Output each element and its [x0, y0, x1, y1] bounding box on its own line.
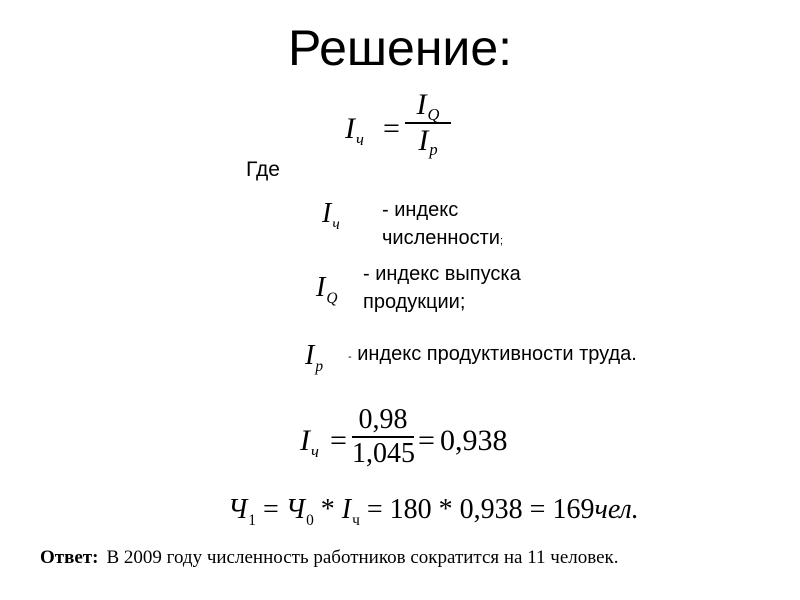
formula-main-num-symbol: I — [416, 88, 427, 121]
def1-description — [382, 196, 503, 255]
def1-symbol-sub: ч — [332, 215, 340, 233]
formula-main-fraction — [405, 88, 451, 158]
def1-symbol — [322, 198, 340, 233]
answer-label: Ответ: — [40, 547, 99, 568]
def1-text2: численности — [382, 227, 500, 249]
calc1-denominator: 1,045 — [352, 437, 415, 469]
def2-symbol-sub: Q — [326, 289, 338, 307]
def3-text1: индекс продуктивности труда. — [357, 343, 637, 365]
formula-main-equals: = — [383, 112, 400, 145]
formula-main-lhs — [345, 112, 364, 150]
page-title: Решение: — [287, 20, 513, 76]
def2-line1 — [363, 260, 521, 288]
def1-line2 — [382, 224, 503, 255]
formula-main-denominator — [405, 124, 451, 158]
def1-end: ; — [499, 235, 503, 247]
def3-symbol-sub: p — [315, 357, 324, 375]
calc1-lhs-symbol: I — [300, 424, 310, 457]
calc2-rest: = 180 * 0,938 = 169 — [366, 494, 595, 525]
answer-line — [40, 547, 619, 569]
where-label: Где — [246, 158, 280, 181]
def3-symbol — [305, 340, 324, 375]
def3-symbol-letter: I — [305, 340, 315, 371]
def2-description — [363, 260, 521, 316]
calc2-symbol-b: Ч — [285, 494, 306, 525]
def2-dash: - — [363, 263, 370, 285]
formula-main — [345, 88, 455, 178]
calc2-symbol-a: Ч — [228, 494, 248, 525]
def1-text1: индекс — [394, 199, 459, 221]
calc1-equals2: = — [418, 424, 435, 457]
formula-main-den-sub: p — [429, 140, 438, 160]
calc1-equals: = — [330, 424, 347, 457]
calc2-unit: чел. — [594, 494, 639, 525]
calc2-sub-c: ч — [352, 511, 360, 529]
def1-dash: - — [382, 199, 389, 221]
def1-line1 — [382, 196, 503, 224]
calc1-fraction — [352, 404, 414, 470]
formula-main-den-symbol: I — [418, 123, 429, 157]
def1-symbol-letter: I — [322, 198, 332, 229]
calc2-sub-a: 1 — [248, 511, 256, 529]
calc2-sub-b: 0 — [306, 511, 314, 529]
calc2-formula — [228, 492, 639, 532]
calc1-lhs — [300, 424, 319, 462]
answer-text: В 2009 году численность работников сократится на 11 человек. — [106, 547, 619, 568]
formula-main-lhs-symbol: I — [345, 112, 355, 145]
def2-symbol — [316, 272, 338, 307]
calc1-numerator: 0,98 — [358, 404, 408, 435]
calc1-formula — [300, 404, 520, 484]
calc1-lhs-sub: ч — [311, 442, 319, 462]
def3-description — [348, 343, 637, 366]
calc2-equals: = — [263, 494, 279, 525]
formula-main-numerator — [405, 88, 451, 122]
formula-main-lhs-sub: ч — [356, 130, 364, 150]
def2-symbol-letter: I — [316, 272, 326, 303]
def2-text1: индекс выпуска — [375, 263, 521, 285]
formula-main-num-sub: Q — [427, 104, 440, 124]
def2-line2 — [363, 288, 521, 316]
def3-dash: - — [348, 351, 352, 363]
calc2-star: * — [320, 494, 335, 525]
def2-text2: продукции; — [363, 291, 466, 313]
calc2-symbol-c: I — [341, 494, 352, 525]
calc1-result: 0,938 — [440, 424, 508, 457]
